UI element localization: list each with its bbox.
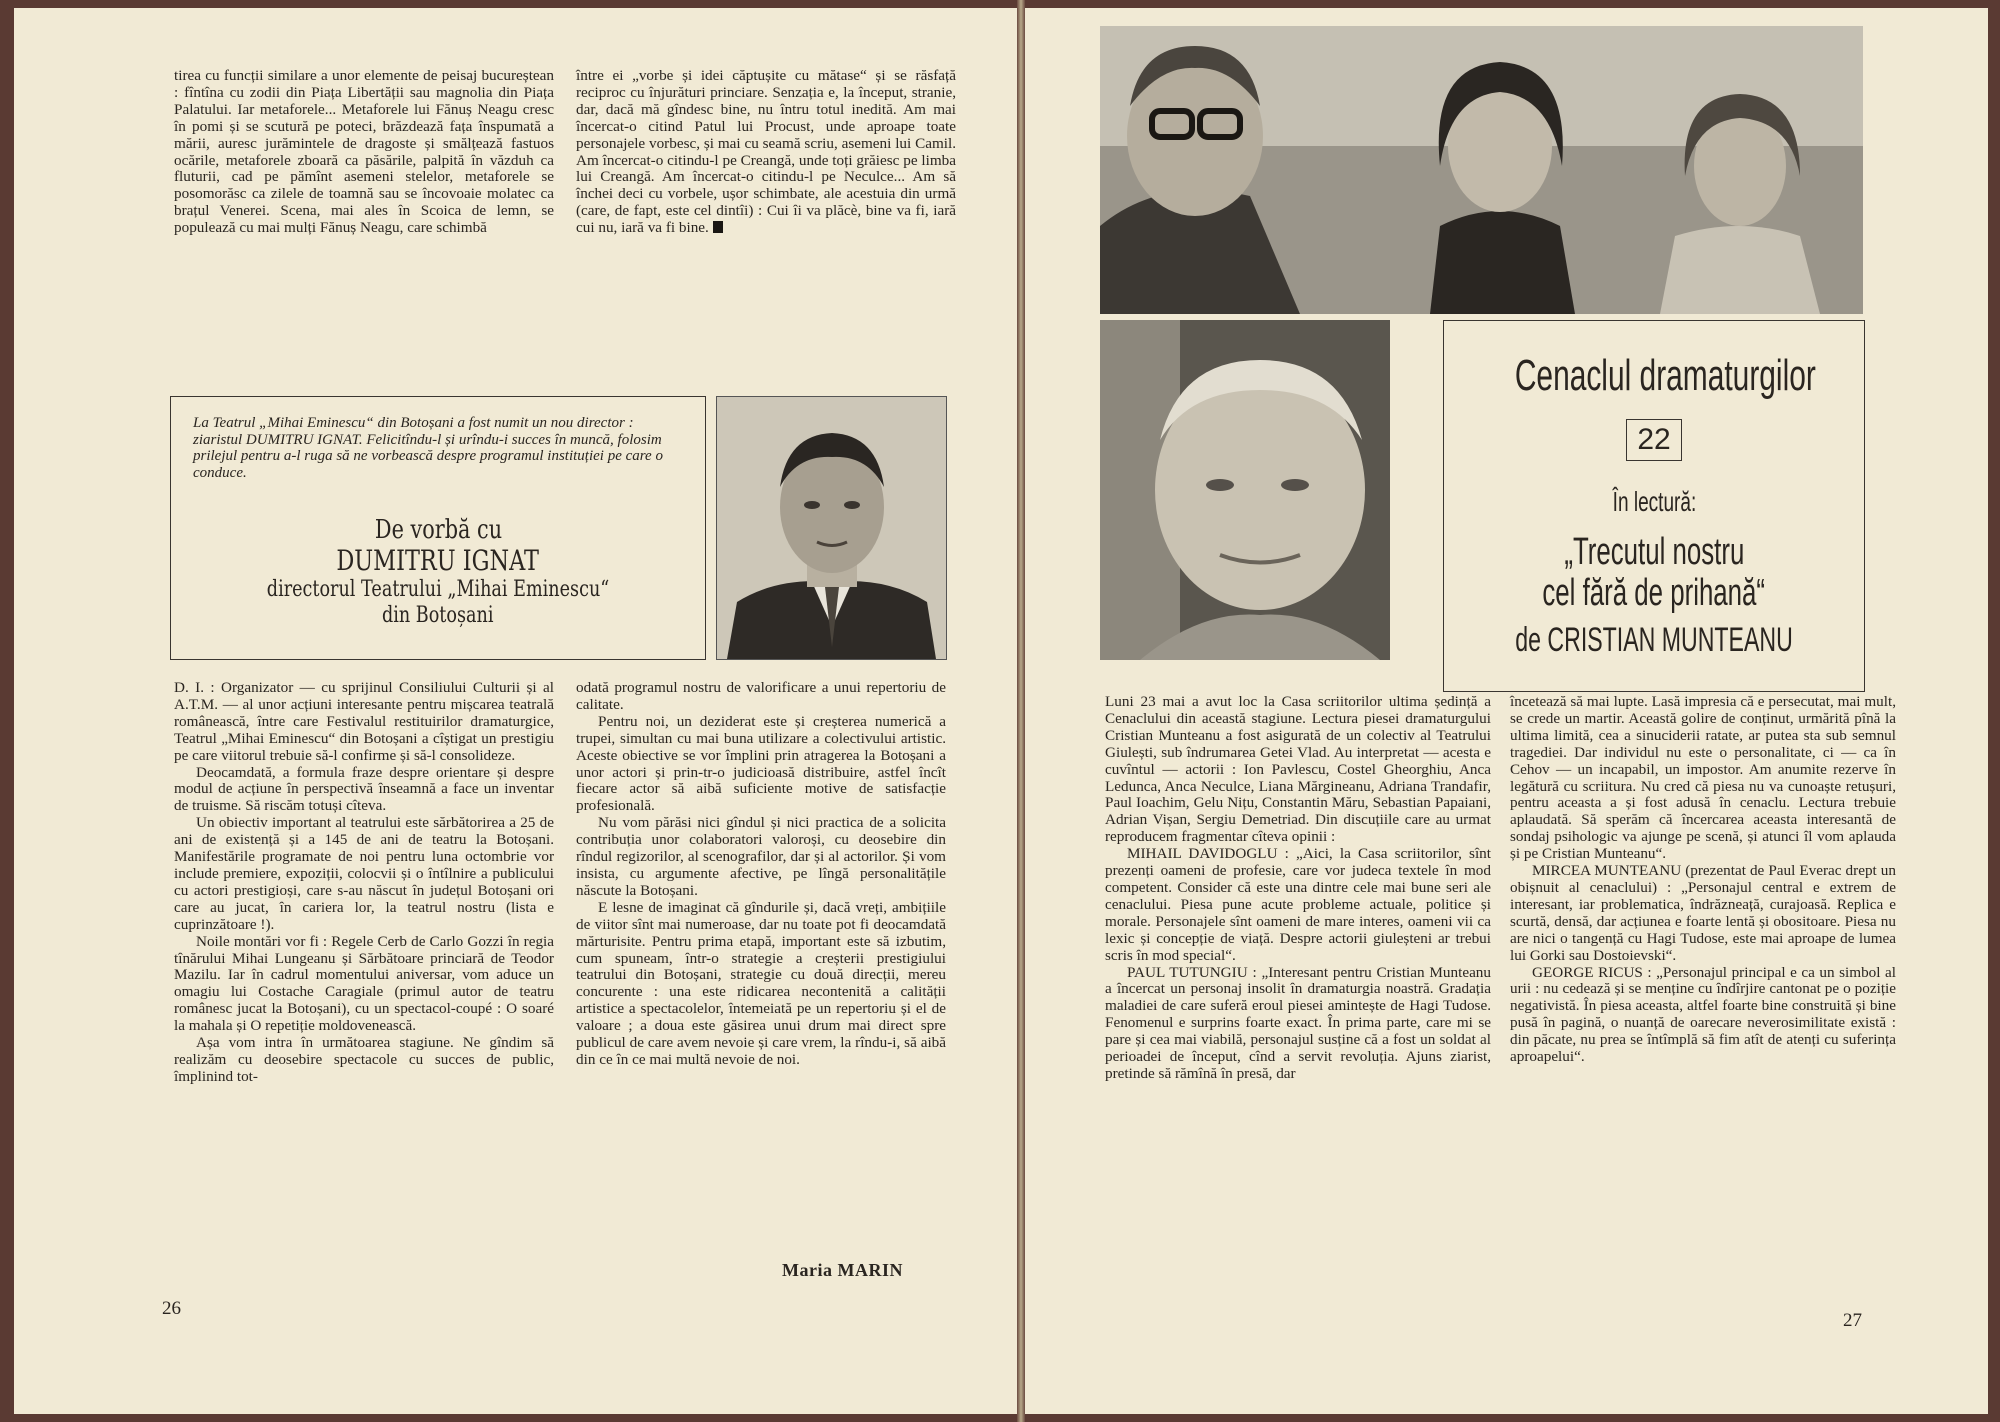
page-number: 27 xyxy=(1843,1310,1862,1331)
cenaclu-column-1 xyxy=(1105,694,1491,1083)
cenaclu-label: În lectură: xyxy=(1612,486,1696,517)
author-signature: Maria MARIN xyxy=(782,1260,903,1280)
intro-text-1: tirea cu funcții similare a unor elemente de peisaj bucureștean : fîntîna cu zodii din Piața Libertății sau magnolia din Piața Palatului. Iar metaforele... Metaforele lui Fănuș Neagu cresc în pomi și se scutură pe poteci, brăzdează fața înspumată a mării, auresc jurămintele de dragoste și smălțează fastuos ocările, metaforele zboară ca păsările, palpită în văzduh ca fluturii, cad pe pămînt asemeni stelelor, metaforele se posomorăsc ca zilele de toamnă sau se încovoaie molatec ca brațul Venerei. Scena, mai ales în Scoica de lemn, se populează cu mai mulți Fănuș Neagu, care schimbă xyxy=(174,67,554,237)
interview-paragraph: E lesne de imaginat că gîndurile și, dacă vreți, ambițiile de viitor sînt mai numeroase, dar nu toate pot fi deocamdată mărturisite. Pentru prima etapă, important este să izbutim, cum spuneam, într-o strategie a creșterii prestigiului teatrului din Botoșani, strategie cu două direcții, mereu concurente : una este ridicarea necontenită a calității artistice a spectacolelor, întemeiată pe un repertoriu și el de valoare ; a doua este găsirea unui drum mai direct spre publicul de care avem nevoie și care vrem, la rîndu-i, să aibă din ce în ce mai multă nevoie de noi. xyxy=(576,898,946,1068)
cenaclu-column-2 xyxy=(1510,694,1896,1066)
cenaclu-paragraph: PAUL TUTUNGIU : „Interesant pentru Cristian Munteanu a încercat un personaj insolit în dramaturgia noastră. Gradația maladiei de care suferă eroul piesei amintește de Hagi Tudose. Fenomenul e surprins foarte exact. În prima parte, care mi se pare și cea mai viabilă, personajul susține că a fost un soldat al perioadei de început, cînd a servit revoluția. Ajuns ziarist, pretinde să rămînă în presă, dar xyxy=(1105,963,1491,1082)
interview-paragraph: odată programul nostru de valorificare a unui repertoriu de calitate. xyxy=(576,679,946,713)
play-author: de CRISTIAN MUNTEANU xyxy=(1515,621,1793,659)
interview-column-2 xyxy=(576,680,946,1069)
interview-paragraph: Nu vom părăsi nici gîndul și nici practica de a solicita contribuția unor colaboratori valoroși, cu deosebire din rîndul regizorilor, al scenografilor, dar și al actorilor. Și vom insista, cu argumente afective, pe lîngă personalitățile născute la Botoșani. xyxy=(576,814,946,899)
right-page xyxy=(1025,8,1988,1414)
photo-audience-group xyxy=(1100,26,1863,314)
left-page xyxy=(14,8,1017,1414)
interview-subtitle-line2: din Botoșani xyxy=(382,603,494,628)
intro-text-2: între ei „vorbe și idei căptușite cu mătase“ și se răsfață reciproc cu înjurături princiare. Senzația e, la început, stranie, dar, dacă mă gîndesc bine, nu întru totul inedită. Am mai încercat-o citind Patul lui Procust, unde aproape toate personajele vorbesc, și mai cu seamă scriu, asemeni lui Camil. Am încercat-o citindu-l pe Creangă, unde toți grăiesc pe limba lui Creangă. Am încercat-o citindu-l pe Neculce... Am să închei deci cu vorbele, ușor schimbate, ale acestuia din urmă (care, de fapt, este cel dintîi) : Cui îi va plăcè, bine va fi, iară cui nu, iară va fi bine. xyxy=(576,67,956,237)
photo-elderly-man xyxy=(1100,320,1390,660)
cenaclu-paragraph: MIHAIL DAVIDOGLU : „Aici, la Casa scriitorilor, sînt prezenți oameni de profesie, care vor judeca textele în mod competent. Consider că este una dintre cele mai bune seri ale cenaclului. Piesa pune acute probleme actuale, politice și morale. Personajele sînt oameni de mare interes, oameni vii ca lexic și concepție de viață. Despre actorii giuleșteni ar trebui scris în mod special“. xyxy=(1105,845,1491,964)
interview-paragraph: Pentru noi, un deziderat este și creșterea numerică a trupei, simultan cu mai buna utilizare a colectivului artistic. Aceste obiective se vor împlini prin atragerea la Botoșani a unor actori și prin-tr-o judicioasă distribuire, astfel încît fiecare actor să aibă suficiente motive de satisfacție profesională. xyxy=(576,712,946,815)
cenaclu-paragraph: MIRCEA MUNTEANU (prezentat de Paul Everac drept un obișnuit al cenaclului) : „Personajul central e extrem de interesant, iar problematica, îndrăzneață, curajoasă. Replica e scurtă, densă, dar acțiunea e foarte lentă și obositoare. Piesa nu are nici o tangență cu Hagi Tudose, este mai aproape de lumea lui Gorki sau Dostoievski“. xyxy=(1510,862,1896,964)
interview-box xyxy=(170,396,706,660)
interview-paragraph: D. I. : Organizator — cu sprijinul Consiliului Culturii și al A.T.M. — al unor acțiuni interesante pentru mișcarea teatrală românească, între care Festivalul restituirilor dramaturgice, Teatrul „Mihai Eminescu“ din Botoșani a cîștigat un prestigiu pe care viitorul trebuie să-l confirme și să-l consolideze. xyxy=(174,679,554,764)
book-gutter xyxy=(1017,0,1025,1422)
interview-paragraph: Deocamdată, a formula fraze despre orientare și despre modul de acțiune în perspectivă înseamnă a face un inventar de truisme. Să riscăm totuși cîteva. xyxy=(174,763,554,815)
end-mark-icon xyxy=(713,221,723,233)
intro-column-2 xyxy=(576,68,956,237)
cenaclu-title: Cenaclul dramaturgilor xyxy=(1514,351,1816,400)
cenaclu-paragraph: Luni 23 mai a avut loc la Casa scriitorilor ultima ședință a Cenaclului din această stagiune. Lectura piesei dramaturgului Cristian Munteanu a fost asigurată de un colectiv al Teatrului Giulești, sub îndrumarea Getei Vlad. Au interpretat — acesta e cuvîntul — actorii : Ion Pavlescu, Costel Gheorghiu, Anca Ledunca, Anca Neculce, Liana Mărgineanu, Adriana Trandafir, Paul Ioachim, Gelu Nițu, Constantin Măru, Sebastian Papaiani, Adrian Vișan, Sergiu Demetriad. Din discuțiile care au urmat reproducem fragmentar cîteva opinii : xyxy=(1105,693,1491,846)
group-photo-icon xyxy=(1100,26,1863,314)
interview-title-line2: DUMITRU IGNAT xyxy=(336,544,540,577)
portrait-man-icon xyxy=(717,397,946,659)
interview-title-line1: De vorbă cu xyxy=(374,515,502,545)
intro-column-1 xyxy=(174,68,554,237)
interview-subtitle-line1: directorul Teatrului „Mihai Eminescu“ xyxy=(266,577,610,602)
cenaclu-paragraph: GEORGE RICUS : „Personajul principal e ca un simbol al urii : nu cedează și se menține cu îndîrjire cantonat pe o poziție negativistă. În piesa aceasta, altfel foarte bine construită și bine pusă în pagină, o nuanță de oarecare neverosimilitate există : din păcate, nu prea se întîmplă să fim atît de atenți cu suferința aproapelui“. xyxy=(1510,963,1896,1066)
interview-intro: La Teatrul „Mihai Eminescu“ din Botoșani a fost numit un nou director : ziaristul DUMITRU IGNAT. Felicitîndu-l și urîndu-i succes în muncă, folosim prilejul pentru a-l ruga să ne vorbească despre programul instituției pe care o conduce. xyxy=(193,415,663,481)
play-title-line1: „Trecutul nostru xyxy=(1564,531,1744,573)
interview-column-1 xyxy=(174,680,554,1086)
interview-paragraph: Un obiectiv important al teatrului este sărbătorirea a 25 de ani de existență și a 145 de ani de teatru la Botoșani. Manifestările programate de noi pentru luna octombrie vor include premiere, expoziții, colocvii și o întîlnire a publicului cu actori prestigioși, care s-au născut în județul Botoșani ori care au jucat, în cariera lor, la teatrul nostru (lista e cuprinzătoare !). xyxy=(174,814,554,933)
cenaclu-paragraph: încetează să mai lupte. Lasă impresia că e persecutat, mai mult, se crede un martir. Această golire de conținut, urmărită pînă la ultima limită, cea a sinuciderii ratate, ar putea sta sub semnul tragediei. Dar individul nu este o personalitate, ci — ca în Cehov — un incapabil, un impostor. Am anumite rezerve în legătură cu scriitura. Nu cred că piesa nu va cunoaște retușuri, pentru aceasta a și fost adusă în cenaclu. Lectura trebuie aplaudată. Să sperăm că încercarea aceasta interesantă de sondaj psihologic va ajunge pe scenă, și atunci îl vom aplauda și pe Cristian Munteanu“. xyxy=(1510,693,1896,863)
play-title-line2: cel fără de prihană“ xyxy=(1542,572,1766,614)
page-number: 26 xyxy=(162,1298,181,1319)
interview-paragraph: Noile montări vor fi : Regele Cerb de Carlo Gozzi în regia tînărului Mihai Lungeanu și Sărbătoare princiară de Teodor Mazilu. Iar în cadrul momentului aniversar, vom aduce un omagiu lui Costache Caragiale (primul autor de teatru românesc jucat la Botoșani), cu un spectacol-coupé : O soaré la mahala și O repetiție moldovenească. xyxy=(174,932,554,1035)
cenaclu-number-badge xyxy=(1626,419,1682,461)
interview-paragraph: Așa vom intra în următoarea stagiune. Ne gîndim să realizăm cu deosebire spectacole cu succes de public, împlinind tot- xyxy=(174,1034,554,1085)
cenaclu-number: 22 xyxy=(1637,423,1671,456)
cenaclu-title-box xyxy=(1443,320,1865,692)
portrait-photo-dumitru-ignat xyxy=(716,396,947,660)
elderly-man-portrait-icon xyxy=(1100,320,1390,660)
